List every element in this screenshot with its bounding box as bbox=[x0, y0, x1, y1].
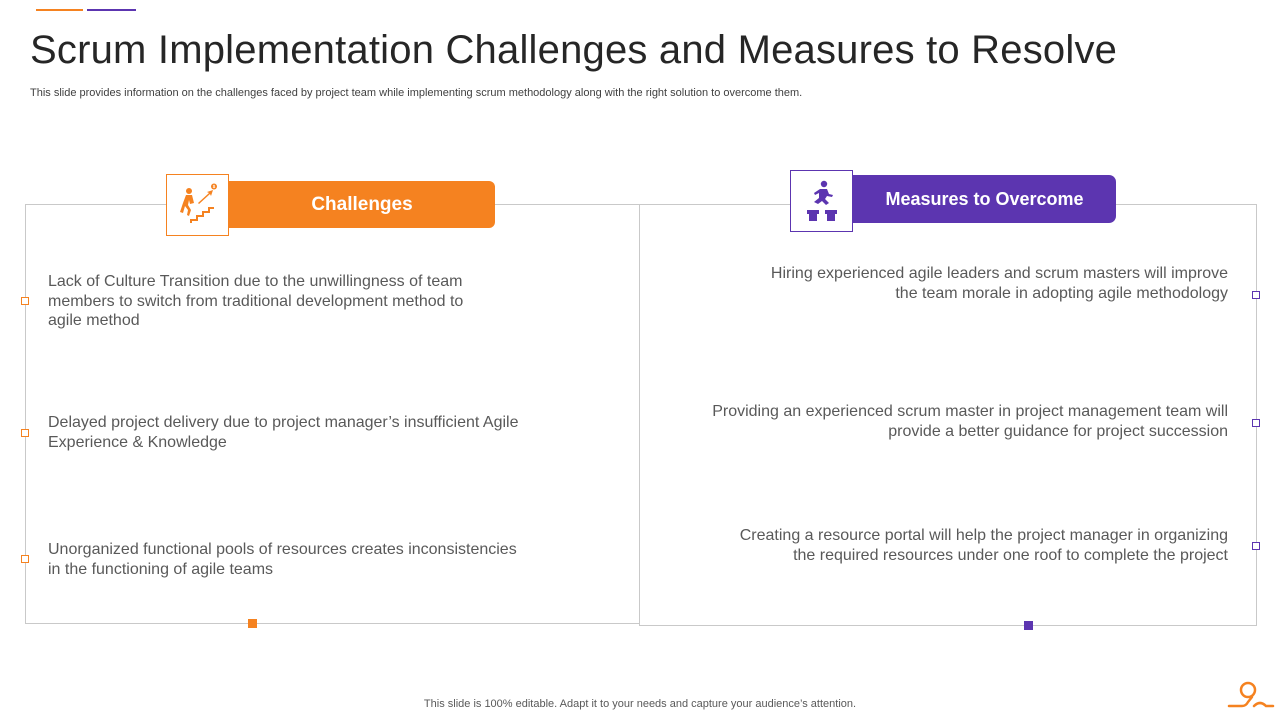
brand-logo-icon bbox=[1226, 676, 1276, 716]
challenge-item-2-line-1: Delayed project delivery due to project manager’s insufficient Agile bbox=[48, 414, 519, 431]
challenge-item-1-line-1: Lack of Culture Transition due to the unwillingness of team bbox=[48, 273, 463, 290]
challenges-icon-box bbox=[166, 174, 229, 236]
measure-marker-2 bbox=[1252, 419, 1260, 427]
challenge-item-1-line-2: members to switch from traditional development method to bbox=[48, 292, 464, 310]
challenge-item-2 bbox=[48, 413, 519, 452]
measure-item-3-line-2: the required resources under one roof to complete the project bbox=[793, 546, 1228, 564]
measure-item-2-line-1: Providing an experienced scrum master in project management team will bbox=[712, 403, 1228, 420]
challenges-header: Challenges bbox=[229, 181, 495, 228]
stairs-climbing-person-icon bbox=[176, 183, 220, 227]
measure-marker-1 bbox=[1252, 291, 1260, 299]
measure-marker-3 bbox=[1252, 542, 1260, 550]
challenges-corner-square bbox=[248, 619, 257, 628]
challenge-item-3 bbox=[48, 540, 517, 579]
measure-item-3-line-1: Creating a resource portal will help the project manager in organizing bbox=[739, 527, 1228, 544]
challenge-item-3-line-1: Unorganized functional pools of resources creates inconsistencies bbox=[48, 541, 517, 558]
person-jumping-blocks-icon bbox=[802, 179, 842, 223]
slide-subtitle: This slide provides information on the challenges faced by project team while implementing scrum methodology along with the right solution to overcome them. bbox=[30, 87, 803, 99]
challenge-marker-1 bbox=[21, 297, 29, 305]
footer-note: This slide is 100% editable. Adapt it to your needs and capture your audience’s attention. bbox=[423, 698, 857, 710]
accent-line-purple bbox=[87, 9, 136, 11]
challenge-item-3-line-2: in the functioning of agile teams bbox=[48, 560, 274, 578]
measure-item-2 bbox=[712, 402, 1228, 441]
measure-item-3 bbox=[740, 526, 1228, 565]
challenge-marker-2 bbox=[21, 429, 29, 437]
challenge-item-1-line-3: agile method bbox=[48, 312, 140, 329]
challenge-item-2-line-2: Experience & Knowledge bbox=[48, 433, 227, 451]
challenge-item-1 bbox=[48, 272, 463, 331]
challenge-marker-3 bbox=[21, 555, 29, 563]
accent-line-orange bbox=[36, 9, 83, 11]
slide-title: Scrum Implementation Challenges and Measures to Resolve bbox=[30, 28, 1118, 72]
measure-item-1 bbox=[771, 264, 1228, 303]
measures-corner-square bbox=[1024, 621, 1033, 630]
svg-text:$: $ bbox=[212, 184, 215, 190]
measure-item-2-line-2: provide a better guidance for project succession bbox=[888, 422, 1228, 440]
measure-item-1-line-1: Hiring experienced agile leaders and scrum masters will improve bbox=[770, 265, 1228, 282]
measure-item-1-line-2: the team morale in adopting agile methodology bbox=[895, 284, 1228, 302]
measures-icon-box bbox=[790, 170, 853, 232]
measures-header: Measures to Overcome bbox=[853, 175, 1116, 223]
